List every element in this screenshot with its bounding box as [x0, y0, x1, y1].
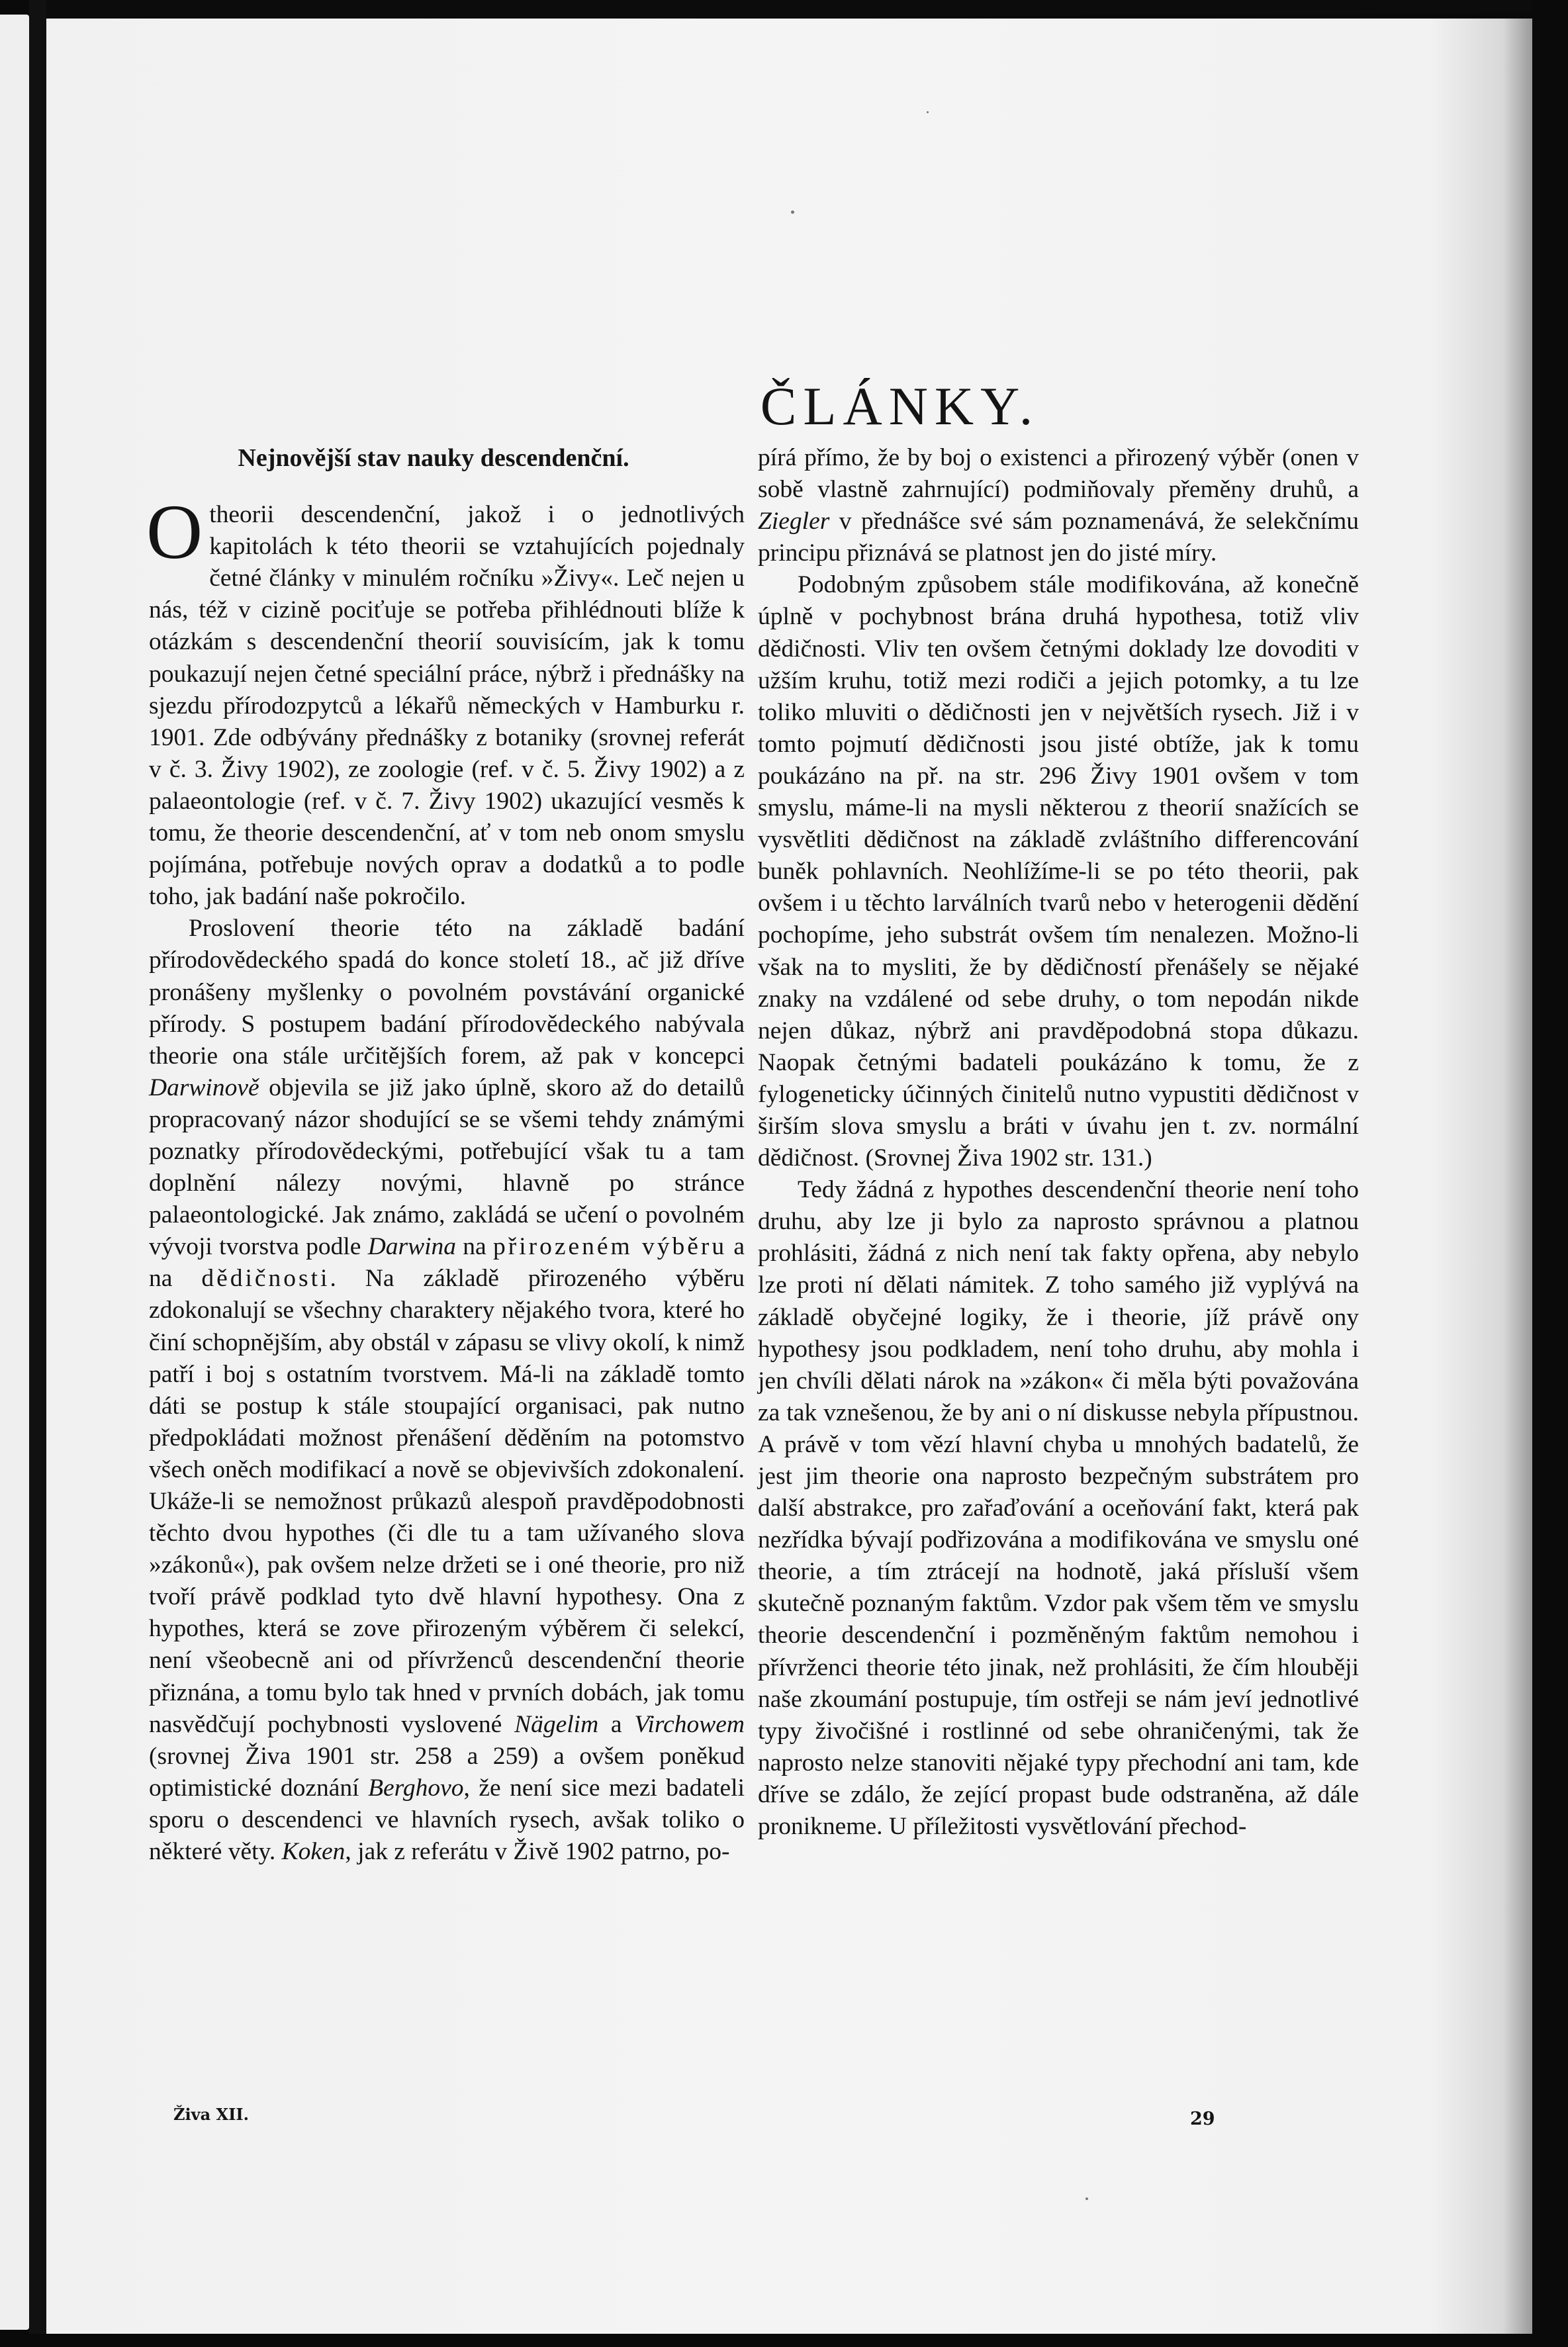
paragraph-text: na: [456, 1233, 493, 1261]
name-darwinove: Darwinově: [149, 1074, 259, 1101]
paragraph-text: objevila se již jako úplně, skoro až do detailů propracovaný názor shodující se se všemi tehdy známými poznatky přírodovědeckými, potřebující však tu a tam doplnění nálezy novými, hlavně po stránce palaeontologické. Jak známo, zakládá se učení o povolném vývoji tvorstva podle: [149, 1074, 745, 1261]
scan-right-edge: [1532, 0, 1568, 2347]
paragraph-text: a na: [149, 1233, 745, 1293]
paragraph-text: pírá přímo, že by boj o existenci a přirozený výběr (onen v sobě vlastně zahrnující) podmiňovaly přeměny druhů, a: [758, 444, 1359, 504]
emphasis-heredity: dědičnosti: [201, 1265, 330, 1293]
name-darwina: Darwina: [367, 1233, 457, 1261]
paragraph-text: , jak z referátu v Živě 1902 patrno, po-: [345, 1838, 730, 1866]
paragraph-text: . Na základě přirozeného výběru zdokonalují se všechny charaktery nějakého tvora, které ho činí schopnějším, aby obstál v zápasu se vlivy okolí, k nimž patří i boj s ostatním tvorstvem. Má-li na základě tomto dáti se postup k stále stoupající organisaci, pak nutno předpokládati možnost přenášení děděním na potomstvo všech oněch modifikací a nově se objevivších zdokonalení. Ukáže-li se nemožnost průkazů alespoň pravděpodobnosti těchto dvou hypothes (či dle tu a tam užívaného slova »zákonů«), pak ovšem nelze držeti se i oné theorie, pro niž tvoří právě podklad tyto dvě hlavní hypothesy. Ona z hypothes, která se zove přirozeným výběrem či selekcí, není všeobecně ani od přívrženců descendenční theorie přiznána, a tomu bylo tak hned v prvních dobách, jak tomu nasvědčují pochybnosti vyslovené: [149, 1265, 745, 1738]
paragraph: [149, 913, 745, 1868]
scan-speck: [1085, 2197, 1088, 2200]
drop-cap: O: [146, 488, 203, 576]
paragraph-text: (srovnej Živa 1901 str. 258 a 259) a ovšem poněkud optimistické doznání: [149, 1742, 745, 1802]
name-koken: Koken: [281, 1838, 346, 1866]
article-title: Nejnovější stav nauky descendenční.: [238, 444, 629, 472]
name-ziegler: Ziegler: [758, 508, 830, 535]
scan-speck: [791, 210, 794, 214]
paragraph-text: theorii descendenční, jakož i o jednotlivých kapitolách k této theorii se vztahujících pojednaly četné články v minulém ročníku »Živy«. Leč nejen u nás, též v cizině pociťuje se potřeba přihlédnouti blíže k otázkám s descendenční theorií souvisícím, jak k tomu poukazují nejen četné speciální práce, nýbrž i přednášky na sjezdu přírodozpytců a lékařů německých v Hamburku r. 1901. Zde odbývány přednášky z botaniky (srovnej referát v č. 3. Živy 1902), ze zoologie (ref. v č. 5. Živy 1902) a z palaeontologie (ref. v č. 7. Živy 1902) ukazující vesměs k tomu, že theorie descendenční, ať v tom neb onom smyslu pojímána, potřebuje nových oprav a dodatků a to podle toho, jak badání naše pokročilo.: [149, 501, 745, 911]
scan-bottom-edge: [0, 2334, 1568, 2347]
paragraph: Tedy žádná z hypothes descendenční theorie není toho druhu, aby lze ji bylo za naprosto správnou a platnou prohlásiti, žádná z nich není tak fakty opřena, aby nebylo lze proti ní dělati námitek. Z toho samého již vyplývá na základě obyčejné logiky, že i theorie, jíž právě ony hypothesy jsou podkladem, není toho druhu, aby mohla i jen chvíli dělati nárok na »zákon« či měla býti považována za tak vznešenou, že by ani o ní diskusse nebyla přípustnou. A právě v tom vězí hlavní chyba u mnohých badatelů, že jest jim theorie ona naprosto bezpečným substrátem pro další abstrakce, pro zařaďování a oceňování fakt, která pak nezřídka bývají podřizována a modifikována ve smyslu oné theorie, a tím ztrácejí na hodnotě, jaká přísluší všem skutečně poznaným faktům. Vzdor pak všem těm ve smyslu theorie descendenční i pozměněným faktům nemohou i přívrženci theorie této jinak, než prohlásiti, že čím hlouběji naše zkoumání postupuje, tím ostřeji se nám jeví jednotlivé typy živočišné i rostlinné od sebe ohraničenými, tak že naprosto nelze stanoviti nějaké typy přechodní ani tam, kde dříve se zdálo, že zející propast bude odstraněna, až dále pronikneme. U příležitosti vysvětlování přechod-: [758, 1176, 1359, 1841]
journal-signature: Živa XII.: [173, 2105, 249, 2124]
paragraph-text: , že není sice mezi badateli sporu o descendenci ve hlavních rysech, avšak toliko o některé věty.: [149, 1774, 745, 1866]
paragraph: [146, 488, 745, 913]
name-berghovo: Berghovo: [368, 1774, 464, 1802]
paragraph: Podobným způsobem stále modifikována, až konečně úplně v pochybnost brána druhá hypothesa, totiž vliv dědičnosti. Vliv ten ovšem četnými doklady lze dovoditi v užším kruhu, totiž mezi rodiči a jejich potomky, a tu lze toliko mluviti o dědičnosti jen v největších rysech. Již i v tomto pojmutí dědičnosti jsou jisté obtíže, jak k tomu poukázáno na př. na str. 296 Živy 1901 ovšem v tom smyslu, máme-li na mysli některou z theorií snažících se vysvětliti dědičnost na základě zvláštního differencování buněk pohlavních. Neohlížíme-li se po této theorii, pak ovšem i u těchto larválních tvarů nebo v heterogenii dědění pochopíme, jeho substrát ovšem tím nenalezen. Možno-li však na to mysliti, že by dědičností přenášely se nějaké znaky na vzdálené od sebe druhy, o tom nepodán nikde nejen důkaz, nýbrž ani pravděpodobná stopa důkazu. Naopak četnými badateli poukázáno k tomu, že z fylogeneticky účinných činitelů nutno vypustiti dědičnost v širším slova smyslu a bráti v úvahu jen t. zv. normální dědičnost. (Srovnej Živa 1902 str. 131.): [758, 571, 1359, 1172]
page-number: 29: [1190, 2109, 1215, 2129]
name-virchowem: Virchowem: [634, 1710, 745, 1738]
right-column: [758, 442, 1359, 1843]
name-nagelim: Nägelim: [514, 1710, 599, 1738]
scan-left-margin: [0, 15, 29, 2330]
paragraph-text: Proslovení theorie této na základě badání přírodovědeckého spadá do konce století 18., ač již dříve pronášeny myšlenky o povolném povstávání organické přírody. S postupem badání přírodovědeckého nabývala theorie ona stále určitějších forem, až pak v koncepci: [149, 915, 745, 1070]
scan-speck: [927, 111, 929, 113]
left-column: [146, 442, 745, 1868]
paragraph-text: a: [598, 1710, 635, 1738]
paragraph: [758, 442, 1359, 569]
scan-binding-edge: [29, 0, 46, 2347]
section-heading: ČLÁNKY.: [760, 375, 1040, 436]
emphasis-natural-selection: přirozeném výběru: [492, 1233, 727, 1261]
paragraph-text: v přednášce své sám poznamenává, že selekčnímu principu přiznává se platnost jen do jisté míry.: [758, 508, 1359, 567]
